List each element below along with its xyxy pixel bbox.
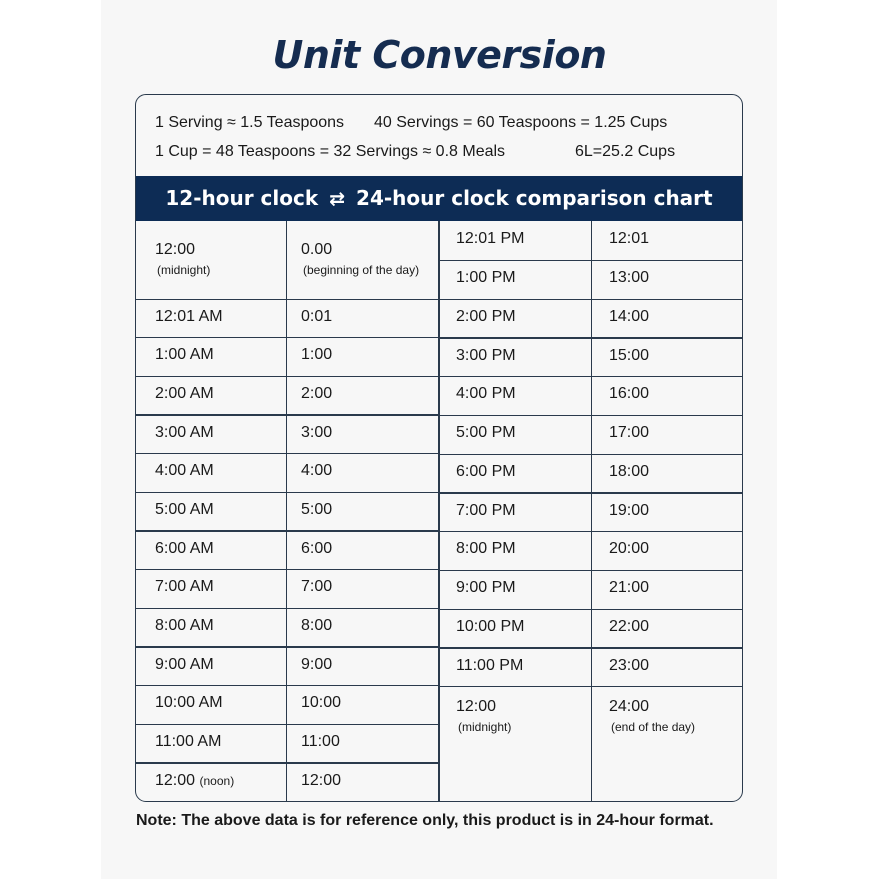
time-12h: 5:00 AM [155,501,214,519]
right-table-12h-cell [456,385,516,403]
row-divider [438,686,742,687]
row-divider [438,415,742,416]
time-12h: 4:00 AM [155,462,214,480]
right-table-12h-cell [456,698,511,734]
left-table-12h-cell [155,617,214,635]
row-divider [136,376,438,377]
time-24h: 15:00 [609,346,650,364]
time-24h: 20:00 [609,540,650,558]
time-24h: 5:00 [301,501,333,519]
time-24h: 18:00 [609,462,650,480]
time-12h: 6:00 AM [155,539,214,557]
left-table-24h-cell [301,241,419,277]
center-divider [438,221,440,801]
right-table-12h-cell [456,502,516,520]
right-table-12h-cell [456,269,516,287]
time-24h: 2:00 [301,385,333,403]
time-note: (end of the day) [611,720,696,734]
column-divider [591,221,592,801]
right-table-24h-cell [609,385,649,403]
right-table-12h-cell [456,540,516,558]
time-12h: 3:00 PM [456,346,516,364]
row-divider [136,724,438,725]
left-table-12h-cell [155,462,214,480]
left-table-24h-cell [301,346,332,364]
banner-right-label: 24-hour clock comparison chart [356,186,713,210]
time-12h: 1:00 AM [155,346,214,364]
conversion-line: 40 Servings = 60 Teaspoons = 1.25 Cups [374,114,668,131]
right-table-24h-cell [609,347,649,365]
left-table-24h-cell [301,578,332,596]
right-table-24h-cell [609,463,649,481]
time-12h: 8:00 AM [155,617,214,635]
time-12h: 4:00 PM [456,385,516,403]
right-table-24h-cell [609,269,649,287]
time-note: (beginning of the day) [303,263,420,277]
row-divider [438,609,742,610]
right-table-24h-cell [609,657,649,675]
left-table-24h-cell [301,424,332,442]
footnote: Note: The above data is for reference only, this product is in 24-hour format. [136,812,714,829]
left-table-24h-cell [301,733,340,751]
time-12h: 12:00 [155,241,196,258]
time-12h: 7:00 AM [155,578,214,596]
right-table-24h-cell [609,424,649,442]
page-title: Unit Conversion [272,33,607,77]
row-divider [136,762,438,763]
row-divider [438,299,742,300]
left-table-24h-cell [301,462,332,480]
time-12h: 3:00 AM [155,423,214,441]
time-24h: 10:00 [301,694,342,712]
left-table-12h-cell [155,424,214,442]
right-table-12h-cell [456,424,516,442]
right-table-24h-cell [609,698,695,734]
left-table-12h-cell [155,540,214,558]
time-12h: 5:00 PM [456,424,516,442]
conversion-line: 6L=25.2 Cups [575,143,676,160]
right-table-12h-cell [456,230,524,248]
time-12h: 7:00 PM [456,501,516,519]
row-divider [438,260,742,261]
time-12h: 2:00 AM [155,385,214,403]
time-24h: 12:01 [609,230,650,248]
banner-left-label: 12-hour clock [165,186,319,210]
left-table-12h-cell [155,733,221,751]
row-divider [136,646,438,647]
time-24h: 17:00 [609,424,650,442]
row-divider [438,337,742,338]
time-24h: 7:00 [301,578,333,596]
left-table-12h-cell [155,656,214,674]
time-24h: 14:00 [609,307,650,325]
time-12h: 10:00 AM [155,694,223,712]
time-24h: 11:00 [301,733,340,751]
right-table-24h-cell [609,618,649,636]
time-24h: 12:00 [301,771,342,789]
left-table-24h-cell [301,656,332,674]
row-divider [136,299,438,300]
time-24h: 0.00 [301,241,333,258]
chart-banner [136,176,742,221]
conversion-line: 1 Serving ≈ 1.5 Teaspoons [155,114,345,131]
row-divider [136,530,438,531]
time-24h: 8:00 [301,617,333,635]
right-table-24h-cell [609,308,649,326]
right-table-12h-cell [456,347,516,365]
right-table-12h-cell [456,657,523,675]
left-table-12h-cell [155,308,223,326]
time-24h: 22:00 [609,617,650,635]
row-divider [136,337,438,338]
right-table-24h-cell [609,540,649,558]
time-24h: 1:00 [301,346,333,364]
right-table-24h-cell [609,230,649,248]
time-12h: 11:00 AM [155,733,222,751]
left-table-24h-cell [301,617,332,635]
row-divider [438,492,742,493]
left-table-12h-cell [155,772,234,790]
row-divider [438,376,742,377]
time-12h: 12:00 [456,698,497,715]
swap-arrows-icon: ⇄ [329,188,346,210]
left-table-12h-cell [155,346,214,364]
left-table-24h-cell [301,385,332,403]
row-divider [438,531,742,532]
time-12h: 6:00 PM [456,462,516,480]
left-table-12h-cell [155,694,223,712]
time-24h: 16:00 [609,385,650,403]
time-24h: 6:00 [301,539,333,557]
time-12h: 10:00 PM [456,617,525,635]
time-12h: 12:00 [155,771,196,789]
right-table-12h-cell [456,308,516,326]
right-table-24h-cell [609,502,649,520]
row-divider [136,569,438,570]
left-table-24h-cell [301,308,332,326]
row-divider [136,453,438,454]
row-divider [136,608,438,609]
time-12h: 9:00 PM [456,579,516,597]
left-table-12h-cell [155,385,214,403]
left-table-24h-cell [301,694,341,712]
time-24h: 4:00 [301,462,333,480]
time-12h: 9:00 AM [155,655,214,673]
time-12h: 12:01 PM [456,230,525,248]
time-12h: 12:01 AM [155,307,223,325]
row-divider [438,454,742,455]
left-table-12h-cell [155,578,214,596]
time-24h: 21:00 [609,579,650,597]
left-table-24h-cell [301,540,332,558]
time-24h: 24:00 [609,698,650,715]
row-divider [136,685,438,686]
time-note: (midnight) [458,720,512,734]
left-table-12h-cell [155,241,210,277]
column-divider [286,221,287,801]
right-table-12h-cell [456,463,516,481]
row-divider [438,570,742,571]
time-24h: 3:00 [301,423,333,441]
row-divider [136,492,438,493]
time-12h: 8:00 PM [456,540,516,558]
left-table-24h-cell [301,772,341,790]
time-24h: 9:00 [301,655,333,673]
time-12h: 11:00 PM [456,656,524,674]
left-table-12h-cell [155,501,214,519]
row-divider [136,414,438,415]
conversion-line: 1 Cup = 48 Teaspoons = 32 Servings ≈ 0.8 Meals [155,143,506,160]
right-table-24h-cell [609,579,649,597]
time-24h: 0:01 [301,307,333,325]
right-table-12h-cell [456,618,524,636]
conversion-card [135,94,743,802]
time-24h: 13:00 [609,269,650,287]
time-note: (midnight) [157,263,211,277]
time-12h: 1:00 PM [456,269,516,287]
time-24h: 23:00 [609,656,650,674]
left-table-24h-cell [301,501,332,519]
time-12h: 2:00 PM [456,307,516,325]
right-table-12h-cell [456,579,516,597]
time-note: (noon) [199,773,235,788]
row-divider [438,647,742,648]
time-24h: 19:00 [609,501,650,519]
